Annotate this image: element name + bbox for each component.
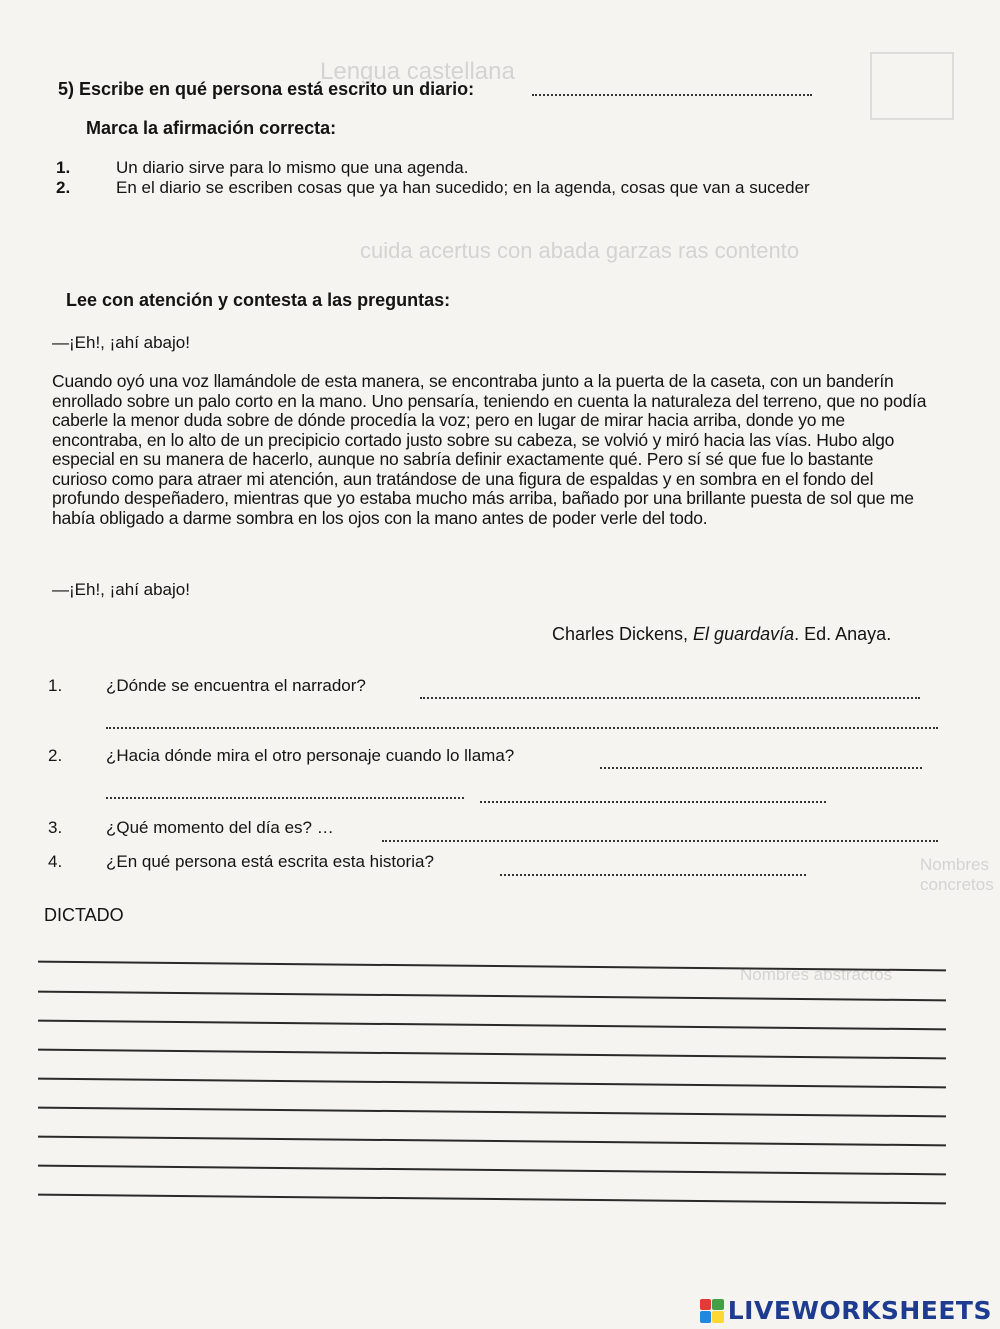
dictation-line[interactable] [38, 1136, 946, 1147]
reading-instruction: Lee con atención y contesta a las preguntas: [66, 290, 451, 310]
logo-tile [712, 1299, 724, 1311]
q5-prompt: 5) Escribe en qué persona está escrito un diario: [58, 79, 475, 99]
option-2[interactable]: 2. En el diario se escriben cosas que ya han sucedido; en la agenda, cosas que van a suceder [56, 178, 810, 197]
brand-name: LIVEWORKSHEETS [727, 1296, 992, 1325]
answer-2-line-b[interactable] [106, 797, 464, 799]
dictation-line[interactable] [38, 1107, 946, 1118]
bleed-through-box [870, 52, 954, 120]
question-2: 2. ¿Hacia dónde mira el otro personaje cuando lo llama? [48, 746, 515, 765]
answer-2-line-c[interactable] [480, 801, 826, 803]
bleed-through-text: cuida acertus con abada garzas ras contento [360, 238, 800, 263]
option-1[interactable]: 1. Un diario sirve para lo mismo que una agenda. [56, 158, 469, 177]
dictation-line[interactable] [38, 1020, 946, 1031]
answer-4-line[interactable] [500, 874, 806, 876]
q5-answer-line[interactable] [532, 94, 812, 96]
dictation-line[interactable] [38, 1078, 946, 1089]
question-4: 4. ¿En qué persona está escrita esta historia? [48, 852, 434, 871]
question-1: 1. ¿Dónde se encuentra el narrador? [48, 676, 366, 695]
dictation-title: DICTADO [44, 905, 124, 925]
logo-tile [712, 1311, 724, 1323]
dictation-line[interactable] [38, 991, 946, 1002]
reading-paragraph: Cuando oyó una voz llamándole de esta manera, se encontraba junto a la puerta de la caseta, con un banderín enrollado sobre un palo corto en la mano. Uno pensaría, teniendo en cuenta la naturaleza del terreno, que no podía caberle la menor duda sobre de dónde procedía la voz; pero en lugar de mirar hacia arriba, donde yo me encontraba, en lo alto de un precipicio cortado justo sobre su cabeza, se volvió y miró hacia las vías. Hubo algo especial en su manera de hacerlo, aunque no sabría definir exactamente qué. Pero sí sé que fue lo bastante curioso como para atraer mi atención, aun tratándose de una figura de espaldas y en sombra en el fondo del profundo despeñadero, mientras que yo estaba mucho más arriba, bañado por una brillante puesta de sol que me había obligado a darme sombra en los ojos con la mano antes de poder verle del todo. [52, 371, 927, 528]
answer-2-line-a[interactable] [600, 767, 922, 769]
logo-tile [700, 1299, 712, 1311]
dictation-line[interactable] [38, 1165, 946, 1176]
dictation-line[interactable] [38, 1049, 946, 1060]
bleed-through-text: Nombres abstractos [740, 965, 893, 984]
dictation-line[interactable] [38, 1194, 946, 1205]
answer-1-line-b[interactable] [106, 727, 938, 729]
liveworksheets-brand [700, 1296, 992, 1325]
reading-closing: —¡Eh!, ¡ahí abajo! [52, 580, 190, 599]
bleed-through-text: Nombres concretos [920, 855, 994, 894]
bleed-through-text: Lengua castellana [320, 58, 515, 85]
question-3: 3. ¿Qué momento del día es? … [48, 818, 334, 837]
logo-tile [700, 1311, 712, 1323]
reading-opening: —¡Eh!, ¡ahí abajo! [52, 333, 190, 352]
q5-instruction: Marca la afirmación correcta: [86, 118, 337, 138]
answer-3-line[interactable] [382, 840, 938, 842]
liveworksheets-logo-icon [700, 1299, 724, 1323]
attribution: Charles Dickens, El guardavía. Ed. Anaya. [552, 624, 892, 644]
answer-1-line-a[interactable] [420, 697, 920, 699]
